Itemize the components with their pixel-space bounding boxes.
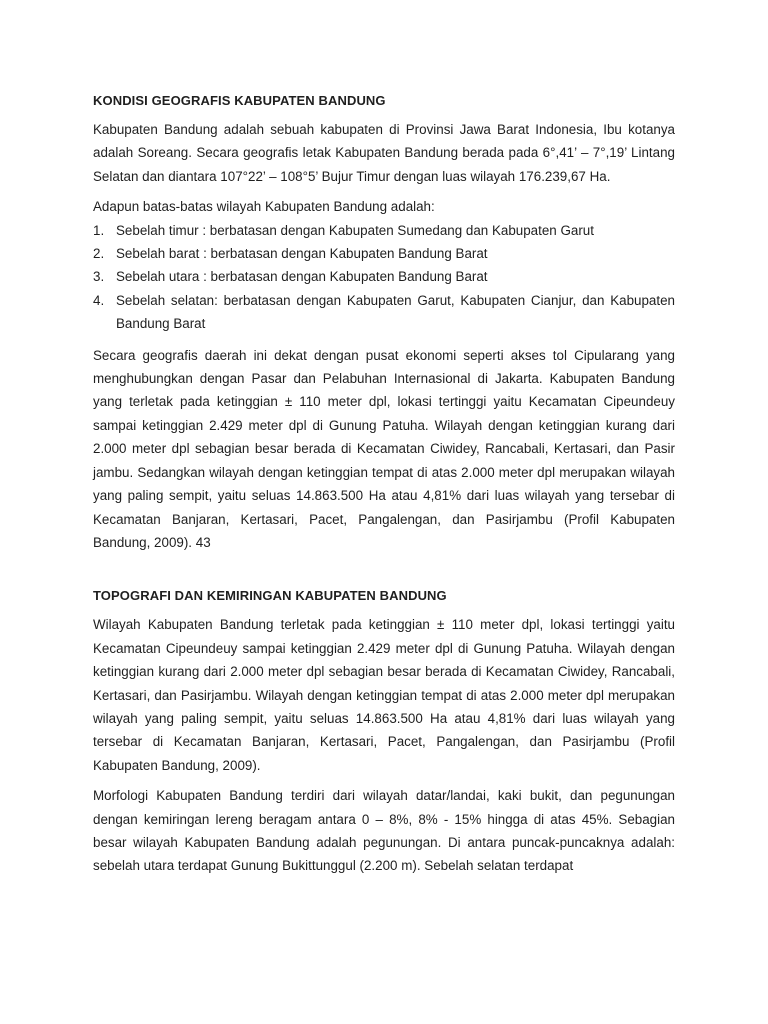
list-item [93, 289, 675, 336]
borders-list [93, 219, 675, 336]
list-text: Sebelah selatan: berbatasan dengan Kabupaten Garut, Kabupaten Cianjur, dan Kabupaten Bandung Barat [116, 292, 675, 332]
list-item [93, 242, 675, 265]
section-heading-topografi: TOPOGRAFI DAN KEMIRINGAN KABUPATEN BANDUNG [93, 588, 447, 604]
geography-paragraph: Secara geografis daerah ini dekat dengan pusat ekonomi seperti akses tol Cipularang yang menghubungkan dengan Pasar dan Pelabuhan Internasional di Jakarta. Kabupaten Bandung yang terletak pada ketinggian ± 110 meter dpl, lokasi tertinggi yaitu Kecamatan Cipeundeuy sampai ketinggian 2.429 meter dpl di Gunung Patuha. Wilayah dengan ketinggian kurang dari 2.000 meter dpl sebagian besar berada di Kecamatan Ciwidey, Rancabali, Kertasari, dan Pasir jambu. Sedangkan wilayah dengan ketinggian tempat di atas 2.000 meter dpl merupakan wilayah yang paling sempit, yaitu seluas 14.863.500 Ha atau 4,81% dari luas wilayah yang tersebar di Kecamatan Banjaran, Kertasari, Pacet, Pangalengan, dan Pasirjambu (Profil Kabupaten Bandung, 2009). 43 [93, 347, 675, 550]
list-number: 3. [93, 269, 105, 285]
document-page [93, 90, 675, 885]
list-text: Sebelah utara : berbatasan dengan Kabupaten Bandung Barat [116, 269, 488, 285]
morphology-paragraph: Morfologi Kabupaten Bandung terdiri dari wilayah datar/landai, kaki bukit, dan pegunungan dengan kemiringan lereng beragam antara 0 – 8%, 8% - 15% hingga di atas 45%. Sebagian besar wilayah Kabupaten Bandung adalah pegunungan. Di antara puncak-puncaknya adalah: sebelah utara terdapat Gunung Bukittunggul (2.200 m). Sebelah selatan terdapat [93, 788, 675, 874]
list-number: 1. [93, 222, 105, 238]
list-item [93, 219, 675, 242]
list-item [93, 265, 675, 288]
section-spacer [93, 561, 675, 585]
borders-intro: Adapun batas-batas wilayah Kabupaten Bandung adalah: [93, 199, 435, 215]
intro-paragraph: Kabupaten Bandung adalah sebuah kabupaten di Provinsi Jawa Barat Indonesia, Ibu kotanya adalah Soreang. Secara geografis letak Kabupaten Bandung berada pada 6°,41’ – 7°,19’ Lintang Selatan dan diantara 107°22’ – 108°5’ Bujur Timur dengan luas wilayah 176.239,67 Ha. [93, 122, 675, 184]
list-number: 4. [93, 292, 105, 308]
section-heading-geografis: KONDISI GEOGRAFIS KABUPATEN BANDUNG [93, 93, 386, 108]
list-text: Sebelah barat : berbatasan dengan Kabupaten Bandung Barat [116, 246, 488, 262]
list-number: 2. [93, 246, 105, 262]
list-text: Sebelah timur : berbatasan dengan Kabupaten Sumedang dan Kabupaten Garut [116, 222, 594, 238]
topography-paragraph: Wilayah Kabupaten Bandung terletak pada ketinggian ± 110 meter dpl, lokasi tertinggi yaitu Kecamatan Cipeundeuy sampai ketinggian 2.429 meter dpl di Gunung Patuha. Wilayah dengan ketinggian kurang dari 2.000 meter dpl sebagian besar berada di Kecamatan Ciwidey, Rancabali, Kertasari, dan Pasirjambu. Wilayah dengan ketinggian tempat di atas 2.000 meter dpl merupakan wilayah yang paling sempit, yaitu seluas 14.863.500 Ha atau 4,81% dari luas wilayah yang tersebar di Kecamatan Banjaran, Kertasari, Pacet, Pangalengan, dan Pasirjambu (Profil Kabupaten Bandung, 2009). [93, 617, 675, 773]
